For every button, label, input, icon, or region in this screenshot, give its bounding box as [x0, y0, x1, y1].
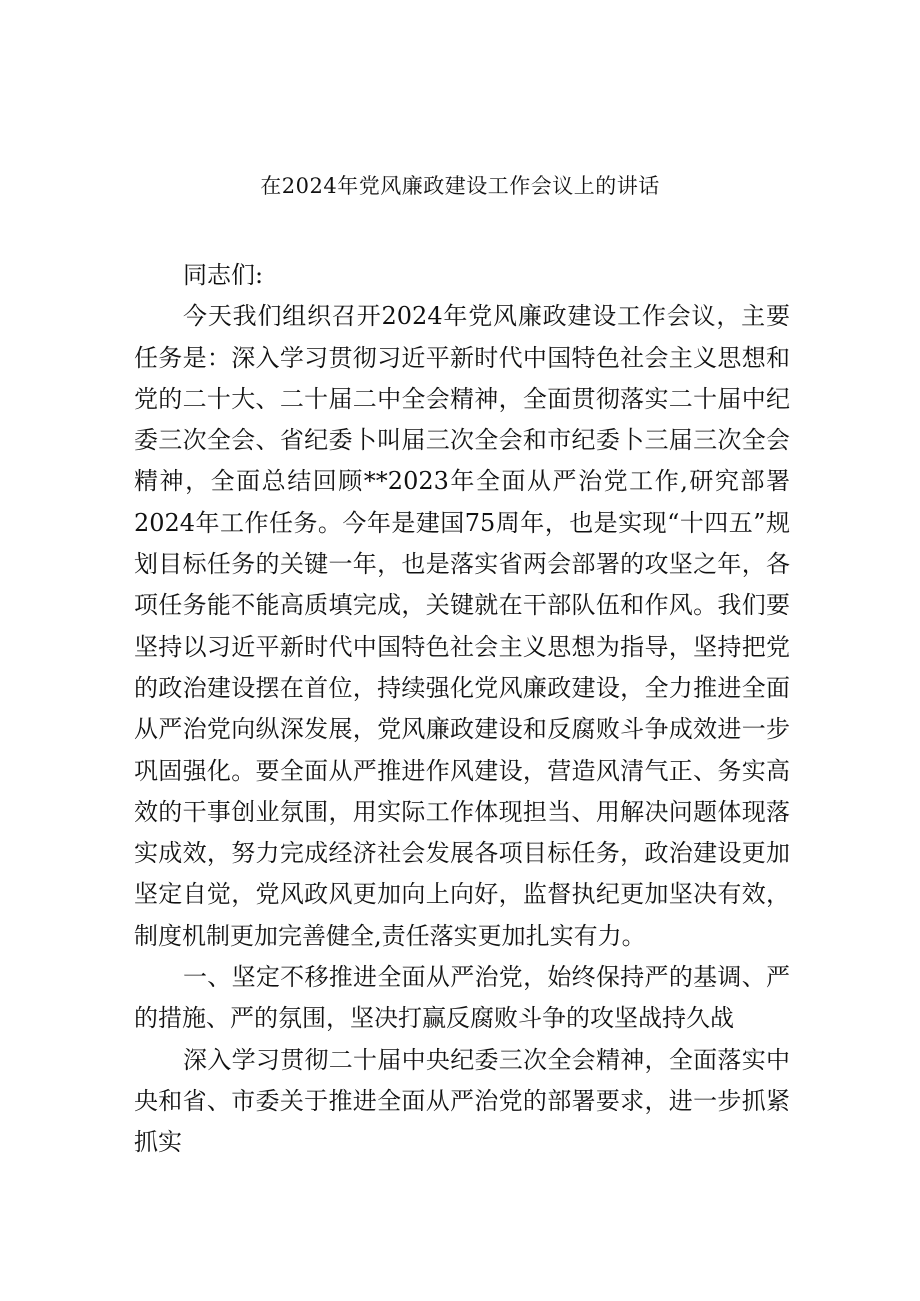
- document-title: 在2024年党风廉政建设工作会议上的讲话: [260, 174, 660, 198]
- document-body: [134, 255, 790, 1164]
- salutation: 同志们:: [183, 261, 264, 289]
- paragraph-section-1: 深入学习贯彻二十届中央纪委三次全会精神，全面落实中央和省、市委关于推进全面从严治党的部署要求，进一步抓紧抓实: [134, 1045, 790, 1157]
- paragraph-intro: 今天我们组织召开2024年党风廉政建设工作会议，主要任务是：深入学习贯彻习近平新时代中国特色社会主义思想和党的二十大、二十届二中全会精神，全面贯彻落实二十届中纪委三次全会、省纪委卜叫届三次全会和市纪委卜三届三次全会精神，全面总结回顾**2023年全面从严治党工作,研究部署2024年工作任务。今年是建国75周年，也是实现“十四五”规划目标任务的关键一年，也是落实省两会部署的攻坚之年，各项任务能不能高质填完成，关键就在干部队伍和作风。我们要坚持以习近平新时代中国特色社会主义思想为指导，坚持把党的政治建设摆在首位，持续强化党风廉政建设，全力推进全面从严治党向纵深发展，党风廉政建设和反腐败斗争成效进一步巩固强化。要全面从严推进作风建设，营造风清气正、务实高效的干事创业氛围，用实际工作体现担当、用解决问题体现落实成效，努力完成经济社会发展各项目标任务，政治建设更加坚定自觉，党风政风更加向上向好，监督执纪更加坚决有效，制度机制更加完善健全,责任落实更加扎实有力。: [134, 302, 790, 950]
- section-heading-1: 一、坚定不移推进全面从严治党，始终保持严的基调、严的措施、严的氛围，坚决打赢反腐败斗争的攻坚战持久战: [134, 963, 790, 1033]
